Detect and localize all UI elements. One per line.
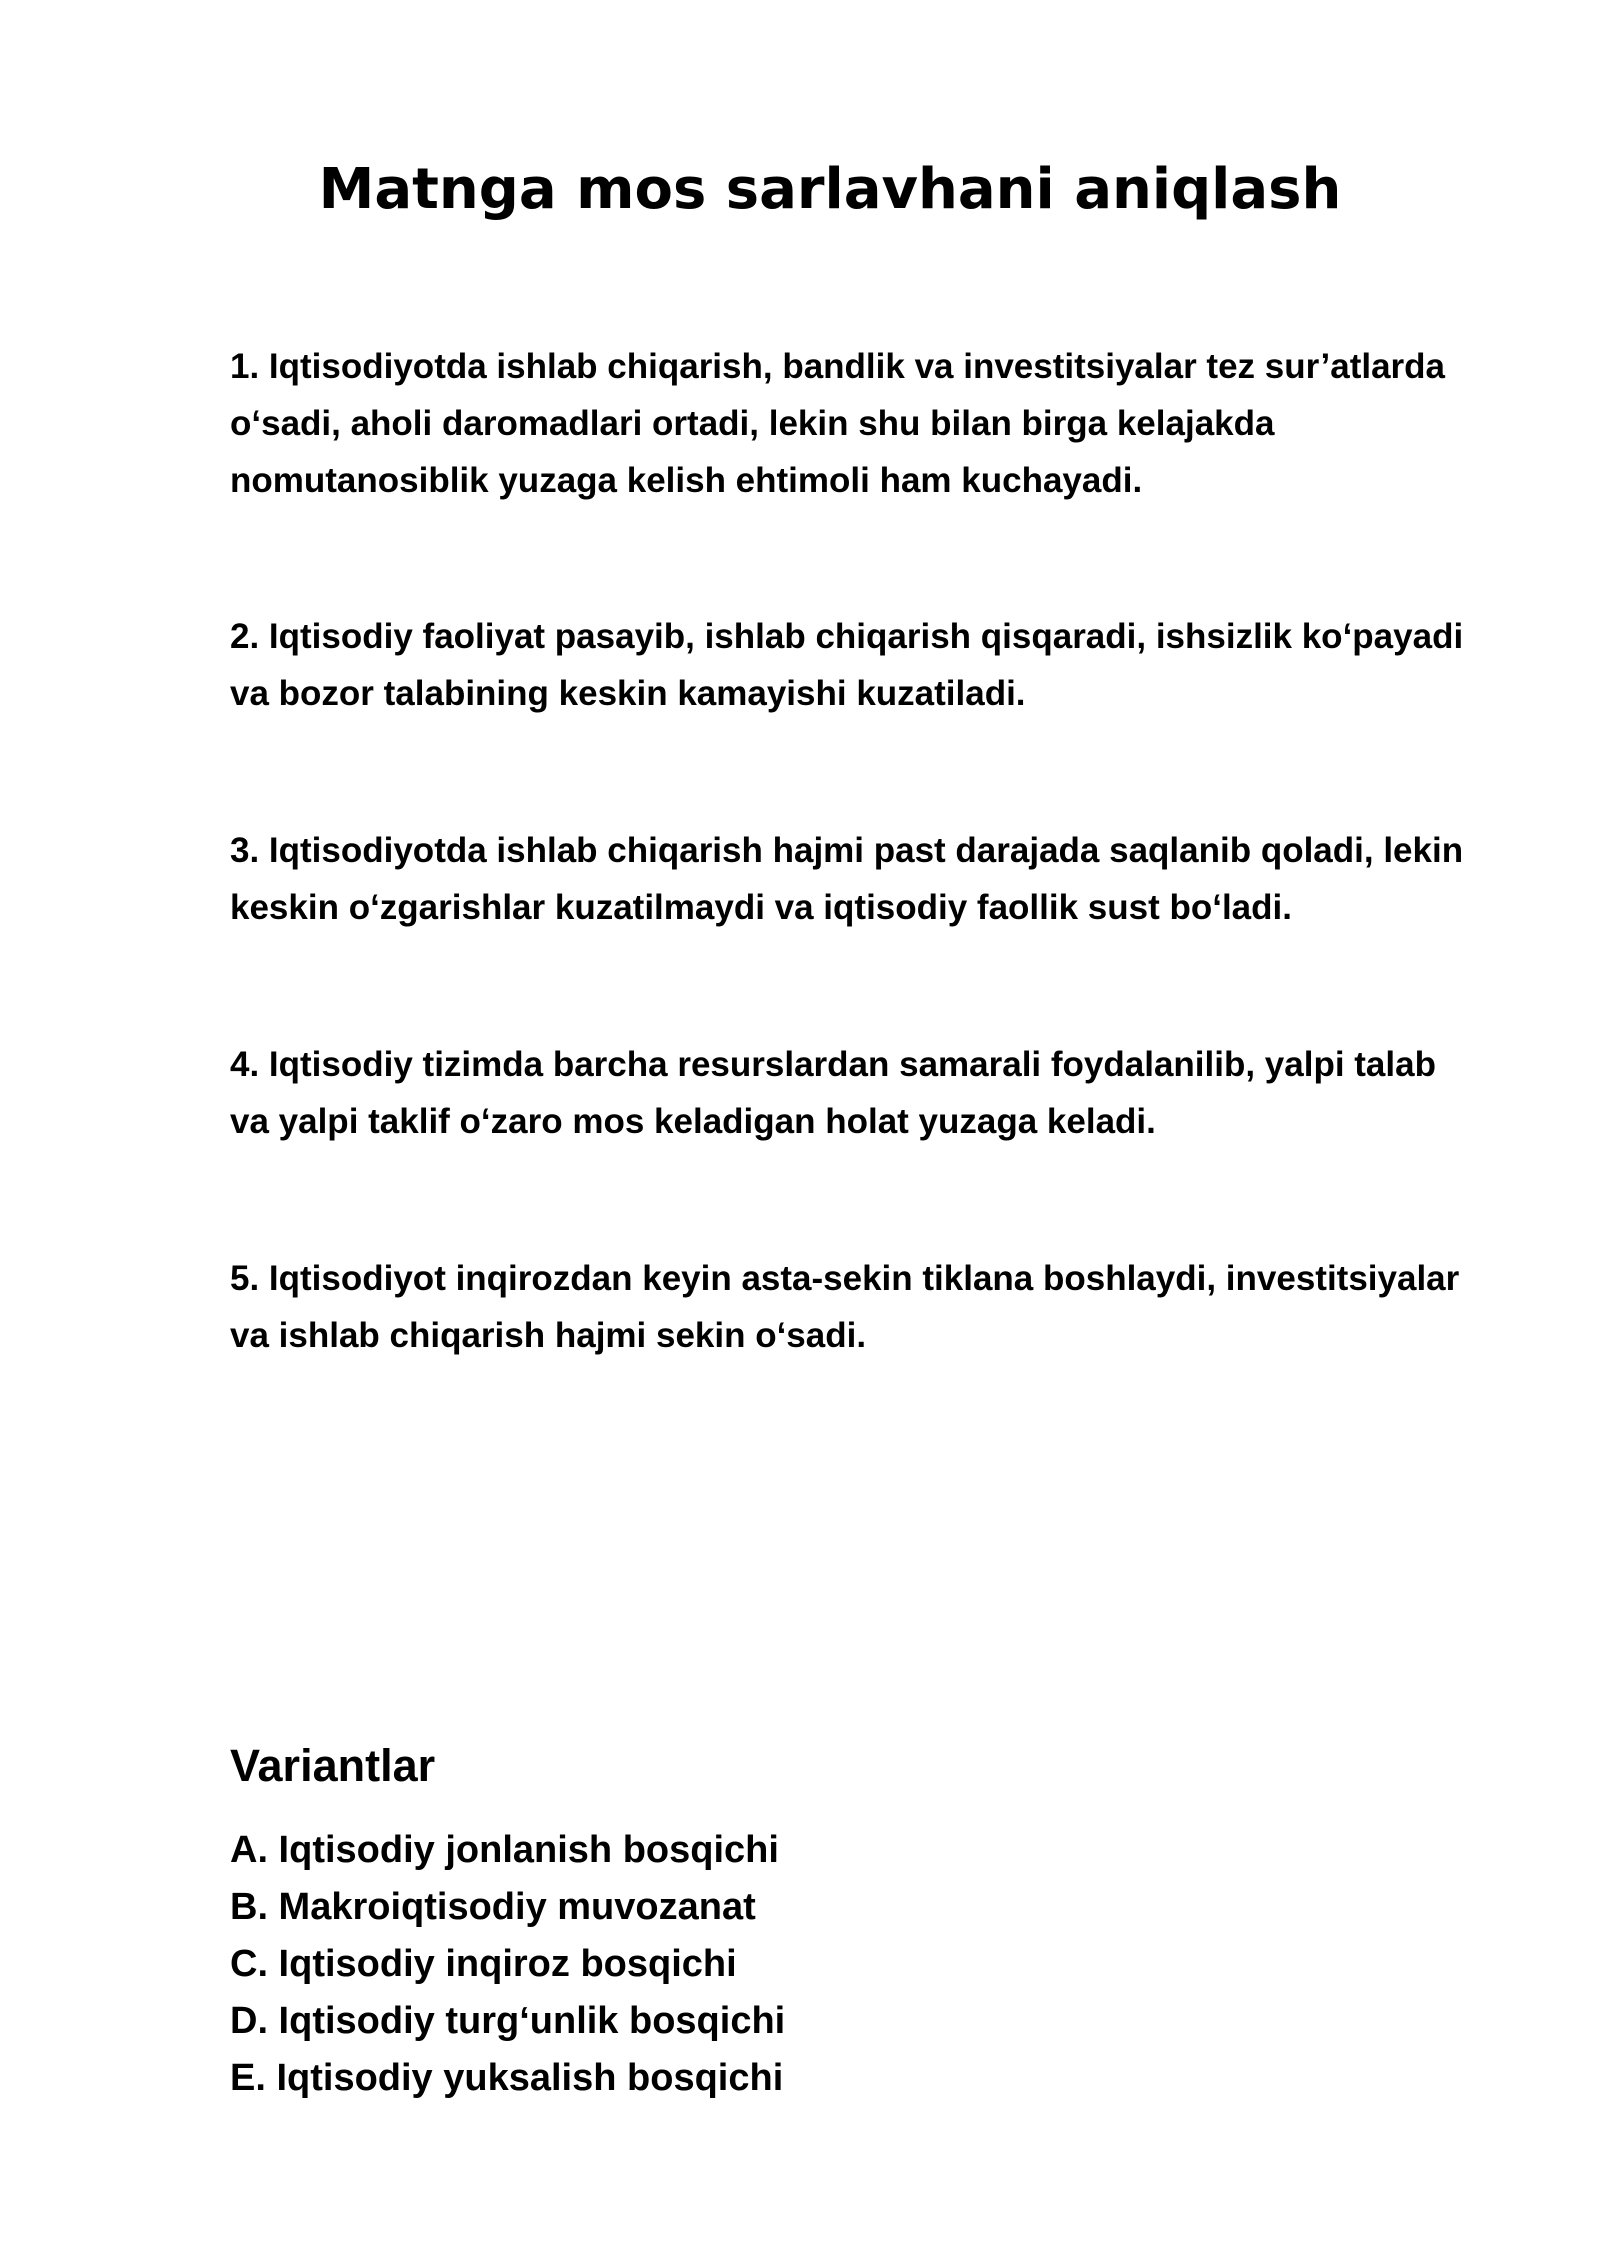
variant-option-c: C. Iqtisodiy inqiroz bosqichi	[230, 1943, 737, 1985]
variant-option-b: B. Makroiqtisodiy muvozanat	[230, 1886, 756, 1928]
text-item-4: 4. Iqtisodiy tizimda barcha resurslardan samarali foydalanilib, yalpi talab va yalpi taklif o‘zaro mos keladigan holat yuzaga keladi.	[230, 1045, 1436, 1141]
text-item-5: 5. Iqtisodiyot inqirozdan keyin asta-sekin tiklana boshlaydi, investitsiyalar va ishlab chiqarish hajmi sekin o‘sadi.	[230, 1259, 1460, 1355]
text-item-3: 3. Iqtisodiyotda ishlab chiqarish hajmi past darajada saqlanib qoladi, lekin keskin o‘zgarishlar kuzatilmaydi va iqtisodiy faollik sust bo‘ladi.	[230, 831, 1464, 927]
variant-option-a: A. Iqtisodiy jonlanish bosqichi	[230, 1829, 779, 1871]
text-item-1: 1. Iqtisodiyotda ishlab chiqarish, bandlik va investitsiyalar tez sur’atlarda o‘sadi, aholi daromadlari ortadi, lekin shu bilan birga kelajakda nomutanosiblik yuzaga kelish ehtimoli ham kuchayadi.	[230, 347, 1446, 500]
variant-option-d: D. Iqtisodiy turg‘unlik bosqichi	[230, 2000, 786, 2042]
text-item-2: 2. Iqtisodiy faoliyat pasayib, ishlab chiqarish qisqaradi, ishsizlik ko‘payadi va bozor talabining keskin kamayishi kuzatiladi.	[230, 617, 1464, 713]
variant-option-e: E. Iqtisodiy yuksalish bosqichi	[230, 2057, 784, 2099]
variant-options-list	[230, 1822, 785, 2107]
variants-heading: Variantlar	[230, 1740, 436, 1791]
page-title: Matnga mos sarlavhani aniqlash	[318, 157, 1342, 222]
